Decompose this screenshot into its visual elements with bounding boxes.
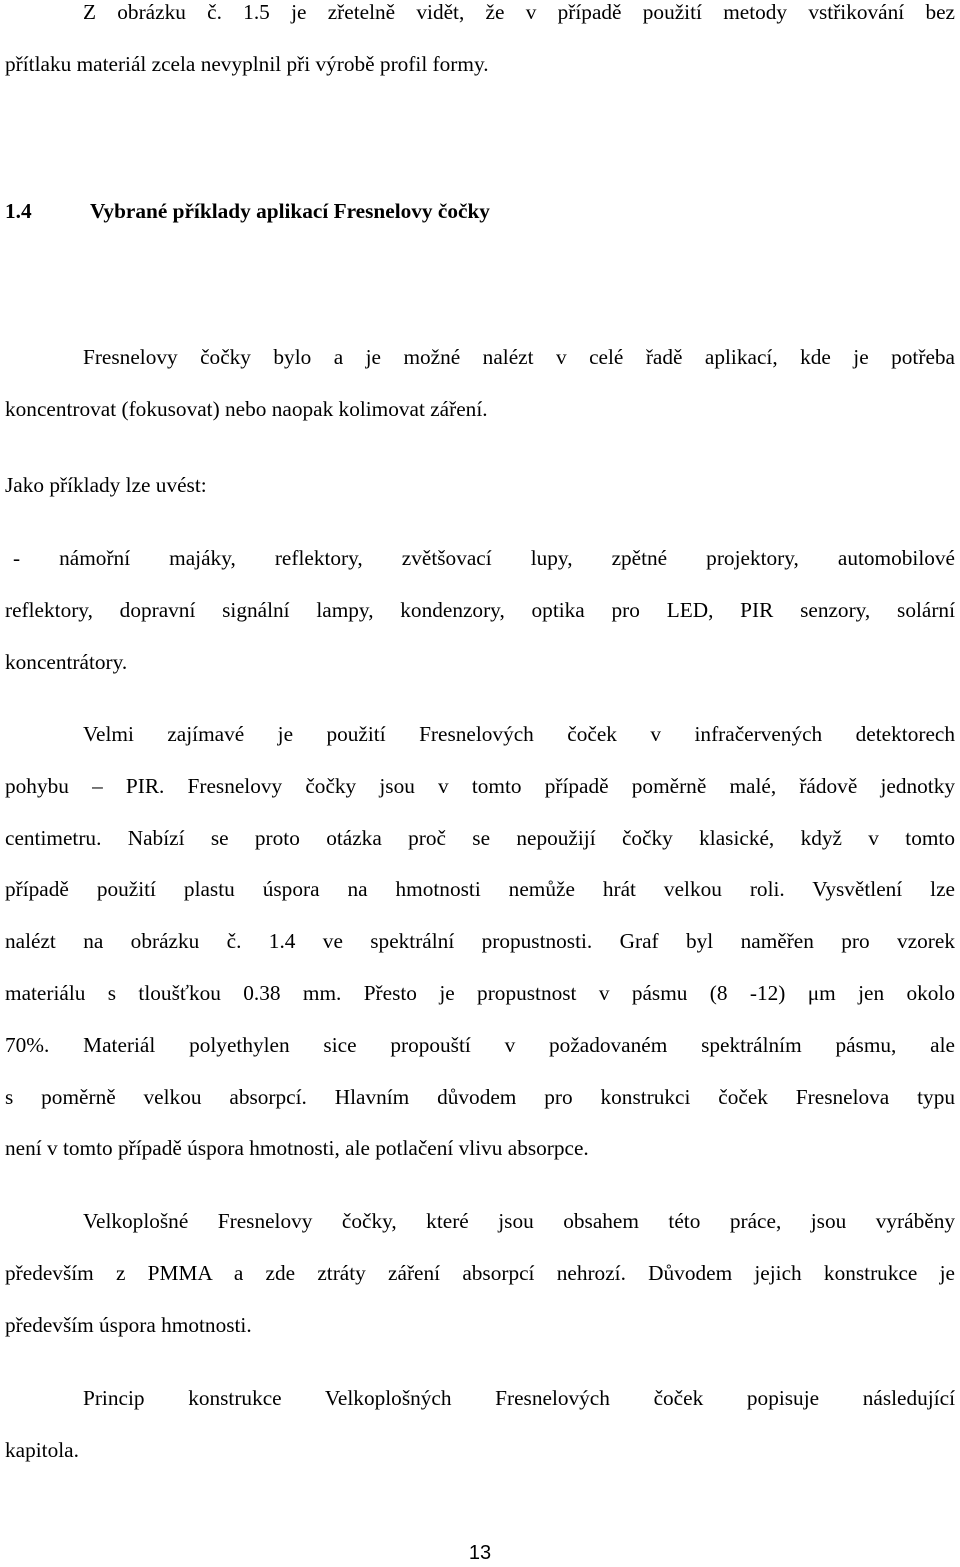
paragraph-4 [5,1373,955,1477]
p2-line-9: není v tomto případě úspora hmotnosti, ale potlačení vlivu absorpce. [5,1136,589,1161]
intro-line-1: Z obrázku č. 1.5 je zřetelně vidět, že v případě použití metody vstřikování bez [83,0,955,24]
section-title: Vybrané příklady aplikací Fresnelovy čočky [90,199,490,223]
intro-line-2: přítlaku materiál zcela nevyplnil při výrobě profil formy. [5,51,489,76]
section-heading [5,192,490,230]
examples-list [5,533,955,688]
p3-line-2: především z PMMA a zde ztráty záření absorpcí nehrozí. Důvodem jejich konstrukce je [5,1260,955,1285]
p2-line-8: s poměrně velkou absorpcí. Hlavním důvodem pro konstrukci čoček Fresnelova typu [5,1084,955,1109]
paragraph-1 [5,332,955,436]
section-number: 1.4 [5,199,32,223]
p2-line-4: případě použití plastu úspora na hmotnosti nemůže hrát velkou roli. Vysvětlení lze [5,877,955,902]
p4-line-1: Princip konstrukce Velkoplošných Fresnelových čoček popisuje následující [83,1386,955,1410]
p2-line-7: 70%. Materiál polyethylen sice propouští v požadovaném spektrálním pásmu, ale [5,1032,955,1057]
p3-line-1: Velkoplošné Fresnelovy čočky, které jsou obsahem této práce, jsou vyráběny [83,1209,955,1233]
paragraph-2 [5,709,955,1175]
examples-line-2: reflektory, dopravní signální lampy, kondenzory, optika pro LED, PIR senzory, solární [5,597,955,622]
page-number: 13 [468,1542,492,1564]
p1-line-1: Fresnelovy čočky bylo a je možné nalézt v celé řadě aplikací, kde je potřeba [83,345,955,369]
p4-line-2: kapitola. [5,1437,79,1462]
p2-line-3: centimetru. Nabízí se proto otázka proč se nepoužijí čočky klasické, když v tomto [5,825,955,850]
p2-line-2: pohybu – PIR. Fresnelovy čočky jsou v tomto případě poměrně malé, řádově jednotky [5,773,955,798]
intro-paragraph [5,0,955,91]
p2-line-6: materiálu s tloušťkou 0.38 mm. Přesto je propustnost v pásmu (8 -12) μm jen okolo [5,980,955,1005]
examples-line-3: koncentrátory. [5,649,128,674]
p2-line-5: nalézt na obrázku č. 1.4 ve spektrální propustnosti. Graf byl naměřen pro vzorek [5,929,955,954]
paragraph-3 [5,1196,955,1351]
p2-line-1: Velmi zajímavé je použití Fresnelových čoček v infračervených detektorech [83,722,955,746]
p1-line-2: koncentrovat (fokusovat) nebo naopak kolimovat záření. [5,396,488,421]
p3-line-3: především úspora hmotnosti. [5,1312,252,1337]
examples-line-1: - námořní majáky, reflektory, zvětšovací lupy, zpětné projektory, automobilové [13,546,955,570]
examples-intro: Jako příklady lze uvést: [5,473,207,497]
